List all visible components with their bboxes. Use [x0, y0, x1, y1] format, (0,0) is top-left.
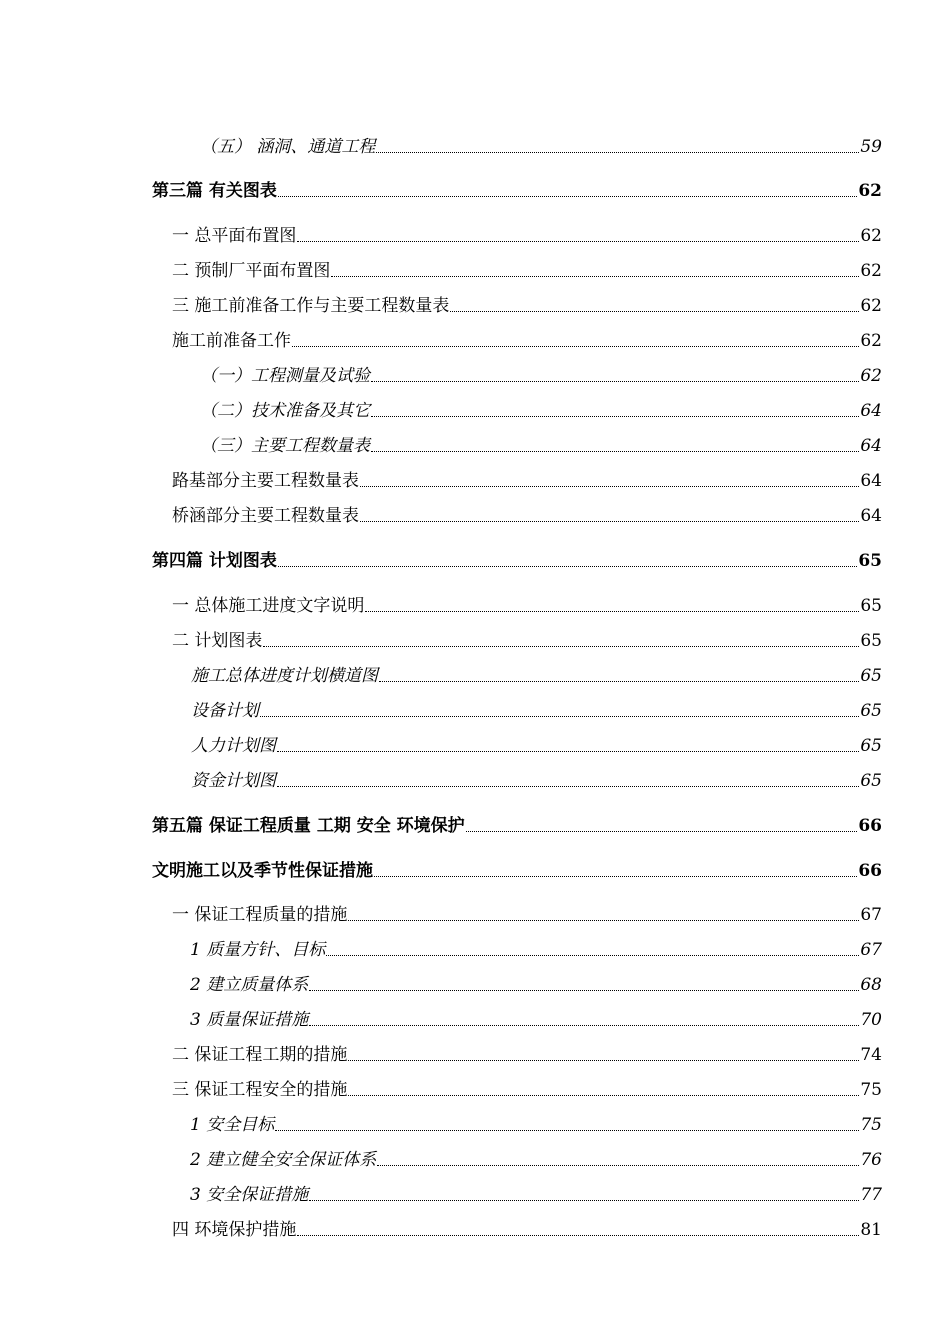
toc-entry-label: （三）主要工程数量表	[200, 436, 370, 456]
toc-entry-page-number: 64	[860, 471, 882, 491]
dot-leader	[376, 151, 859, 153]
toc-entry[interactable]	[172, 466, 882, 492]
toc-entry[interactable]	[172, 326, 882, 352]
toc-entry-page-number: 65	[860, 631, 882, 651]
toc-entry[interactable]	[191, 766, 882, 792]
toc-entry-label: 第五篇 保证工程质量 工期 安全 环境保护	[152, 816, 465, 836]
toc-entry[interactable]	[152, 811, 882, 837]
toc-entry[interactable]	[200, 132, 882, 158]
toc-entry-label: （一）工程测量及试验	[200, 366, 370, 386]
toc-entry-label: 桥涵部分主要工程数量表	[172, 506, 359, 526]
toc-entry-page-number: 64	[860, 436, 882, 456]
toc-entry-label: 一 总平面布置图	[172, 226, 297, 246]
toc-entry-label: 路基部分主要工程数量表	[172, 471, 359, 491]
toc-entry-label: 1 安全目标	[190, 1115, 275, 1135]
toc-entry-page-number: 64	[860, 401, 882, 421]
toc-entry[interactable]	[152, 546, 882, 572]
dot-leader	[365, 610, 859, 612]
toc-entry-label: 施工前准备工作	[172, 331, 291, 351]
dot-leader	[371, 380, 859, 382]
toc-entry[interactable]	[172, 1215, 882, 1241]
toc-entry[interactable]	[172, 900, 882, 926]
toc-entry-page-number: 75	[860, 1080, 882, 1100]
toc-entry-label: 一 总体施工进度文字说明	[172, 596, 365, 616]
toc-entry-label: 3 安全保证措施	[190, 1185, 309, 1205]
toc-entry-label: 1 质量方针、目标	[190, 940, 326, 960]
toc-entry-page-number: 65	[858, 551, 882, 571]
toc-entry[interactable]	[190, 1145, 882, 1171]
toc-entry-page-number: 62	[860, 366, 882, 386]
dot-leader	[374, 875, 857, 877]
toc-entry-label: 三 施工前准备工作与主要工程数量表	[172, 296, 450, 316]
dot-leader	[309, 1024, 859, 1026]
toc-entry[interactable]	[172, 591, 882, 617]
toc-entry[interactable]	[191, 696, 882, 722]
toc-entry[interactable]	[191, 661, 882, 687]
dot-leader	[371, 415, 859, 417]
dot-leader	[377, 1164, 859, 1166]
toc-entry[interactable]	[190, 1180, 882, 1206]
dot-leader	[309, 989, 859, 991]
toc-entry-label: 四 环境保护措施	[172, 1220, 297, 1240]
dot-leader	[260, 715, 859, 717]
dot-leader	[278, 195, 857, 197]
toc-entry[interactable]	[172, 291, 882, 317]
dot-leader	[466, 830, 858, 832]
toc-entry-page-number: 67	[860, 905, 882, 925]
dot-leader	[360, 520, 859, 522]
toc-entry-label: 2 建立健全安全保证体系	[190, 1150, 377, 1170]
toc-entry-page-number: 74	[860, 1045, 882, 1065]
toc-entry[interactable]	[172, 256, 882, 282]
dot-leader	[292, 345, 859, 347]
dot-leader	[277, 785, 859, 787]
toc-entry-label: 设备计划	[191, 701, 259, 721]
dot-leader	[360, 485, 859, 487]
toc-entry[interactable]	[172, 501, 882, 527]
toc-entry[interactable]	[152, 856, 882, 882]
toc-entry-label: 2 建立质量体系	[190, 975, 309, 995]
toc-entry-label: 施工总体进度计划横道图	[191, 666, 378, 686]
dot-leader	[326, 954, 859, 956]
toc-entry-label: 第四篇 计划图表	[152, 551, 277, 571]
toc-entry-label: （二）技术准备及其它	[200, 401, 370, 421]
dot-leader	[275, 1129, 859, 1131]
toc-entry[interactable]	[190, 1005, 882, 1031]
dot-leader	[263, 645, 859, 647]
dot-leader	[297, 240, 859, 242]
toc-entry-label: 人力计划图	[191, 736, 276, 756]
toc-entry-page-number: 67	[860, 940, 882, 960]
dot-leader	[379, 680, 859, 682]
toc-entry-label: 第三篇 有关图表	[152, 181, 277, 201]
toc-entry-page-number: 65	[860, 771, 882, 791]
toc-entry-label: 二 计划图表	[172, 631, 263, 651]
toc-entry[interactable]	[190, 935, 882, 961]
toc-entry-label: 一 保证工程质量的措施	[172, 905, 348, 925]
toc-entry-page-number: 65	[860, 666, 882, 686]
toc-entry[interactable]	[172, 221, 882, 247]
toc-entry-page-number: 62	[858, 181, 882, 201]
dot-leader	[348, 1059, 859, 1061]
toc-entry-page-number: 65	[860, 736, 882, 756]
toc-entry-label: 二 保证工程工期的措施	[172, 1045, 348, 1065]
toc-entry[interactable]	[191, 731, 882, 757]
toc-entry-page-number: 62	[860, 261, 882, 281]
toc-entry-label: 文明施工以及季节性保证措施	[152, 861, 373, 881]
dot-leader	[277, 750, 859, 752]
toc-entry[interactable]	[190, 970, 882, 996]
toc-entry[interactable]	[172, 1075, 882, 1101]
toc-entry-page-number: 62	[860, 296, 882, 316]
toc-entry-page-number: 68	[860, 975, 882, 995]
toc-entry-page-number: 62	[860, 331, 882, 351]
toc-entry-page-number: 66	[858, 861, 882, 881]
toc-entry-label: 资金计划图	[191, 771, 276, 791]
toc-entry-label: 二 预制厂平面布置图	[172, 261, 331, 281]
toc-entry[interactable]	[172, 626, 882, 652]
toc-entry-page-number: 70	[860, 1010, 882, 1030]
dot-leader	[450, 310, 859, 312]
toc-entry-label: （五） 涵洞、通道工程	[200, 137, 376, 157]
toc-entry[interactable]	[200, 431, 882, 457]
toc-entry[interactable]	[152, 176, 882, 202]
toc-entry-page-number: 65	[860, 596, 882, 616]
dot-leader	[348, 919, 859, 921]
toc-entry-page-number: 65	[860, 701, 882, 721]
toc-entry[interactable]	[200, 361, 882, 387]
dot-leader	[309, 1199, 859, 1201]
dot-leader	[371, 450, 859, 452]
toc-entry-page-number: 66	[858, 816, 882, 836]
toc-entry-label: 3 质量保证措施	[190, 1010, 309, 1030]
dot-leader	[348, 1094, 859, 1096]
toc-entry-page-number: 81	[860, 1220, 882, 1240]
dot-leader	[331, 275, 859, 277]
toc-entry[interactable]	[190, 1110, 882, 1136]
toc-entry[interactable]	[172, 1040, 882, 1066]
toc-entry-label: 三 保证工程安全的措施	[172, 1080, 348, 1100]
toc-entry-page-number: 76	[860, 1150, 882, 1170]
toc-entry-page-number: 59	[860, 137, 882, 157]
toc-entry-page-number: 75	[860, 1115, 882, 1135]
toc-entry-page-number: 77	[860, 1185, 882, 1205]
dot-leader	[278, 565, 857, 567]
toc-entry[interactable]	[200, 396, 882, 422]
toc-entry-page-number: 62	[860, 226, 882, 246]
dot-leader	[297, 1234, 859, 1236]
toc-entry-page-number: 64	[860, 506, 882, 526]
